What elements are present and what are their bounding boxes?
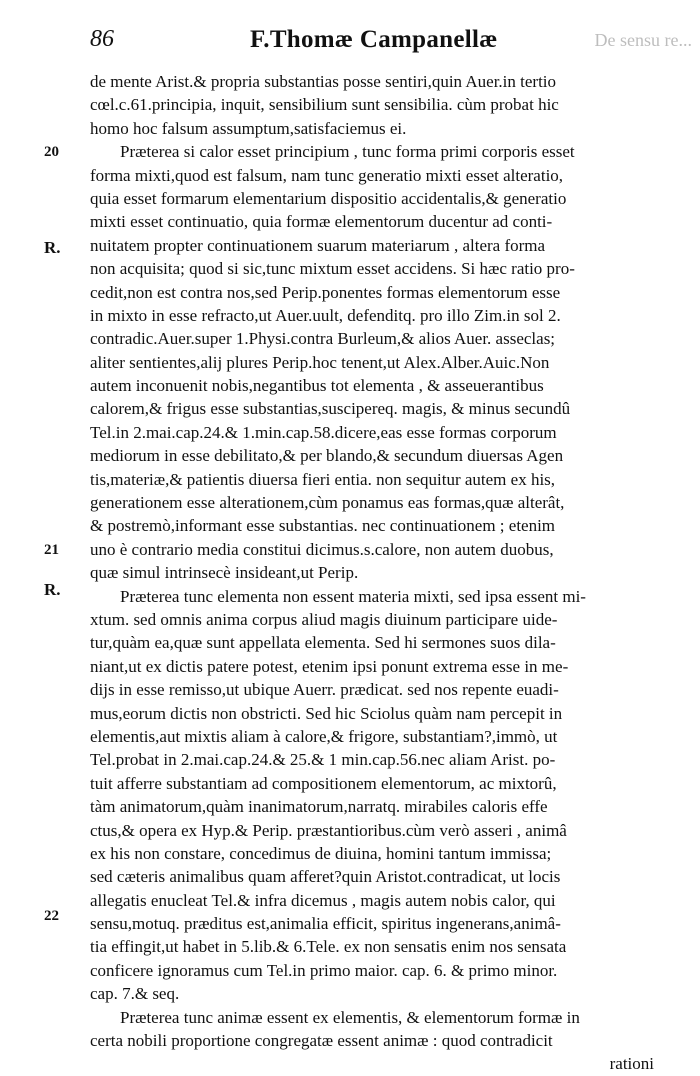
text-line: calorem,& frigus esse substantias,suscipereq. magis, & minus secundû xyxy=(90,399,571,419)
page-number: 86 xyxy=(90,26,114,52)
text-line: de mente Arist.& propria substantias posse sentiri,quin Auer.in tertio xyxy=(90,72,557,91)
text-line: Tel.in 2.mai.cap.24.& 1.min.cap.58.dicere,eas esse formas corporum xyxy=(90,422,557,442)
text-line: & postremò,informant esse substantias. nec continuationem ; etenim xyxy=(90,516,556,536)
text-line: conficere ignoramus cum Tel.in primo maior. cap. 6. & primo minor. xyxy=(90,960,558,980)
text-line: tia effingit,ut habet in 5.lib.& 6.Tele. ex non sensatis enim nos sensata xyxy=(90,937,567,957)
page-header xyxy=(0,16,700,56)
text-line: mediorum in esse debilitato,& per blando,& secundum diuersas Agen xyxy=(90,446,564,466)
margin-note-r: R. xyxy=(44,580,61,599)
text-line: xtum. sed omnis anima corpus aliud magis diuinum participare uide- xyxy=(90,609,558,629)
text-line: sed cæteris animalibus quam afferet?quin Aristot.contradicat, ut locis xyxy=(90,867,561,887)
text-line: cap. 7.& seq. xyxy=(90,984,180,1004)
margin-number: 20 xyxy=(44,144,59,160)
text-body xyxy=(90,70,660,1076)
text-line: autem inconuenit nobis,negantibus tot elementa , & asseuerantibus xyxy=(90,376,544,396)
text-line: cedit,non est contra nos,sed Perip.ponentes formas elementorum esse xyxy=(90,282,561,302)
text-line: tur,quàm ea,quæ sunt appellata elementa. Sed hi sermones suos dila- xyxy=(90,633,556,653)
text-line: uno è contrario media constitui dicimus.s.calore, non autem duobus, xyxy=(90,539,554,559)
text-line: non acquisita; quod si sic,tunc mixtum esset accidens. Si hæc ratio pro- xyxy=(90,259,575,279)
text-line: elementis,aut mixtis aliam à calore,& frigore, substantiam?,immò, ut xyxy=(90,726,558,746)
text-line: quia esset formarum elementarium dispositio accidentalis,& generatio xyxy=(90,188,567,208)
text-line: contradic.Auer.super 1.Physi.contra Burleum,& alios Auer. asseclas; xyxy=(90,329,556,349)
text-line: forma mixti,quod est falsum, nam tunc generatio mixti esset alteratio, xyxy=(90,165,564,185)
text-line: quæ simul intrinsecè insideant,ut Perip. xyxy=(90,563,359,583)
text-line: Præterea tunc elementa non essent materia mixti, sed ipsa essent mi- xyxy=(120,586,586,606)
text-line: aliter sentientes,alij plures Perip.hoc tenent,ut Alex.Alber.Auic.Non xyxy=(90,352,550,372)
text-line: rationi xyxy=(609,1054,654,1074)
margin-number: 22 xyxy=(44,908,59,924)
text-line: Præterea tunc animæ essent ex elementis, & elementorum formæ in xyxy=(120,1007,580,1027)
text-line: in mixto in esse refracto,ut Auer.uult, defenditq. pro illo Zim.in sol 2. xyxy=(90,305,561,325)
text-line: tuit afferre substantiam ad compositionem elementorum, ac mixtorû, xyxy=(90,773,557,793)
text-line: nuitatem propter continuationem suarum materiarum , altera forma xyxy=(90,235,546,255)
text-line: tis,materiæ,& patientis diuersa fieri entia. non sequitur autem ex his, xyxy=(90,469,556,489)
text-line: cœl.c.61.principia, inquit, sensibilium sunt sensibilia. cùm probat hic xyxy=(90,95,559,115)
text-line: mixti esset continuatio, quia formæ elementorum ducentur ad conti- xyxy=(90,212,553,232)
text-line: ex his non constare, concedimus de diuina, homini tantum immissa; xyxy=(90,843,552,863)
text-line: certa nobili proportione congregatæ essent animæ : quod contradicit xyxy=(90,1031,553,1051)
text-line: dijs in esse remisso,ut ubique Auerr. prædicat. sed nos repente euadi- xyxy=(90,680,559,700)
running-title: F.Thomæ Campanellæ xyxy=(250,26,498,53)
margin-number: 21 xyxy=(44,542,59,558)
text-line: sensu,motuq. præditus est,animalia efficit, spiritus ingenerans,animâ- xyxy=(90,914,561,934)
text-line: tàm animatorum,quàm inanimatorum,narratq. mirabiles caloris effe xyxy=(90,797,548,817)
text-line: ctus,& opera ex Hyp.& Perip. præstantioribus.cùm verò asseri , animâ xyxy=(90,820,567,840)
text-line: generationem esse alterationem,cùm ponamus eas formas,quæ alterât, xyxy=(90,493,565,513)
text-line: Præterea si calor esset principium , tunc forma primi corporis esset xyxy=(120,142,575,162)
text-line: Tel.probat in 2.mai.cap.24.& 25.& 1 min.cap.56.nec aliam Arist. po- xyxy=(90,750,556,770)
text-line: niant,ut ex dictis patere potest, etenim ipsi ponunt extrema esse in me- xyxy=(90,656,569,676)
margin-note-r: R. xyxy=(44,238,61,257)
text-line: mus,eorum dictis non obstricti. Sed hic Sciolus quàm nam percepit in xyxy=(90,703,563,723)
bleed-through-text: De sensu re... xyxy=(594,30,692,50)
text-line: homo hoc falsum assumptum,satisfaciemus ei. xyxy=(90,118,407,138)
text-line: allegatis enucleat Tel.& infra dicemus , magis autem nobis calor, qui xyxy=(90,890,556,910)
